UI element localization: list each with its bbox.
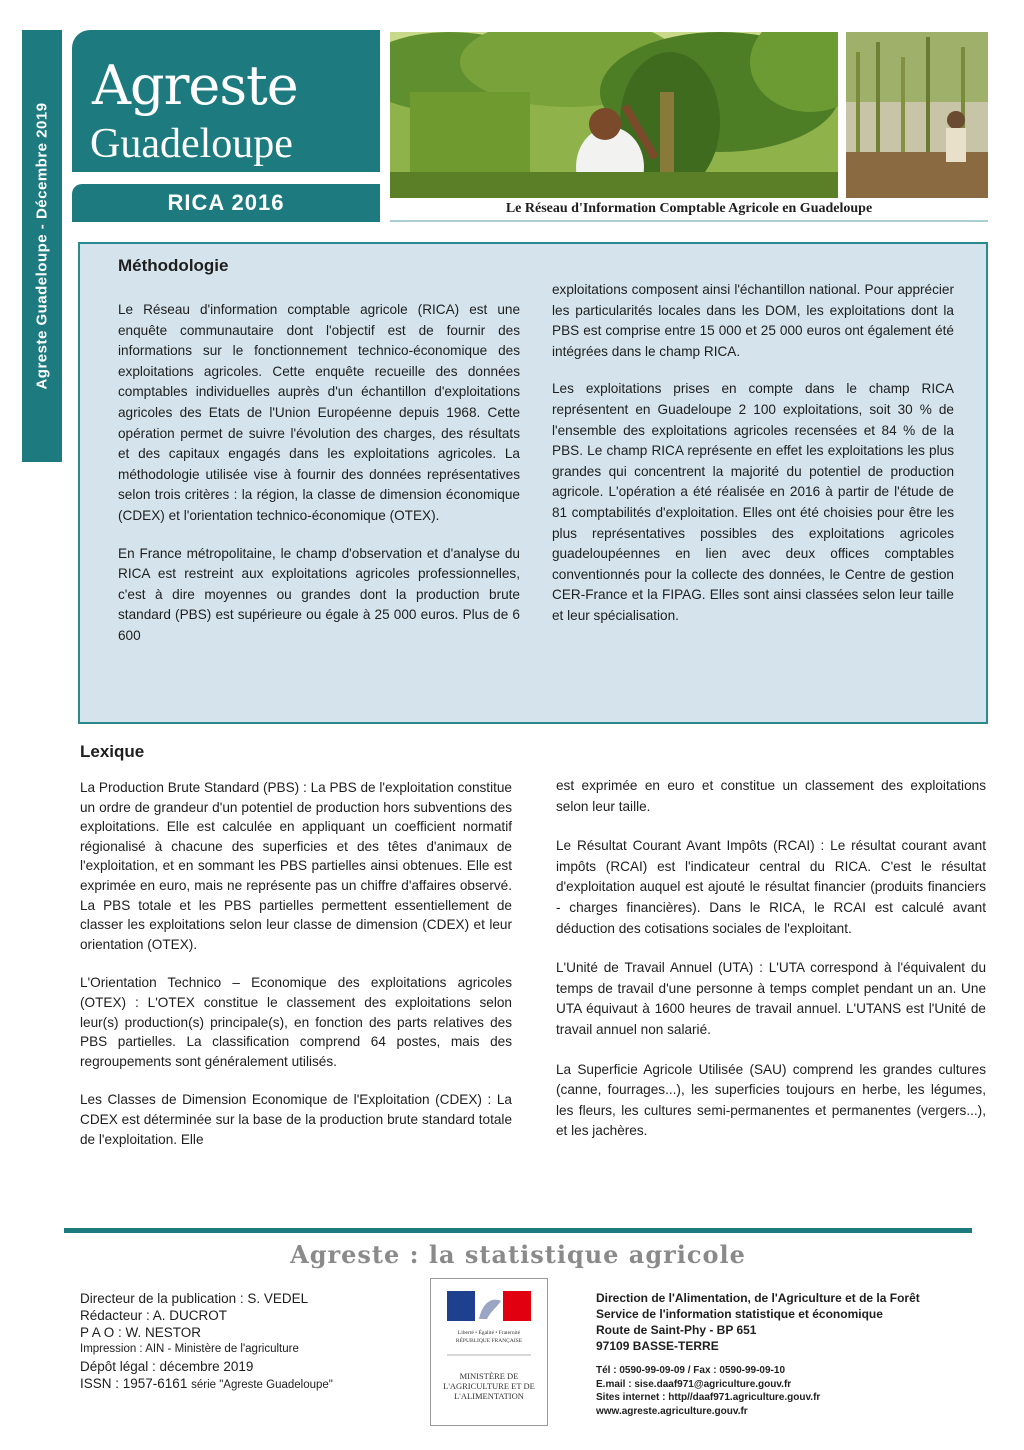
photo-caption: Le Réseau d'Information Comptable Agricole en Guadeloupe bbox=[505, 201, 873, 216]
lexique-entry-cdex: Les Classes de Dimension Economique de l'Exploitation (CDEX) : La CDEX est déterminée sur la base de la production brute standard totale de l'exploitation. Elle bbox=[80, 1092, 512, 1147]
rica-badge: RICA 2016 bbox=[72, 184, 380, 222]
credit-pao: P A O : W. NESTOR bbox=[80, 1325, 202, 1340]
lexique-entry-cdex-cont: est exprimée en euro et constitue un classement des exploitations selon leur taille. bbox=[556, 778, 986, 814]
methodology-right-column bbox=[552, 280, 954, 644]
lexique-right-column bbox=[556, 776, 986, 1161]
logo-guadeloupe: Guadeloupe bbox=[90, 121, 293, 167]
republic-motto: Liberté • Égalité • Fraternité bbox=[457, 1330, 521, 1336]
lexique-entry-sau: La Superficie Agricole Utilisée (SAU) comprend les grandes cultures (canne, fourrages...), les superficies toujours en herbe, les légumes, les fleurs, les cultures semi-permanentes et permanentes (vergers...), et les jachères. bbox=[556, 1061, 986, 1139]
address-line: Route de Saint-Phy - BP 651 bbox=[596, 1323, 757, 1337]
issn-number: ISSN : 1957-6161 bbox=[80, 1376, 188, 1391]
publisher-address bbox=[596, 1290, 996, 1418]
contact-website: www.agreste.agriculture.gouv.fr bbox=[596, 1405, 748, 1417]
logo-agreste: Agreste bbox=[92, 54, 298, 117]
footer-slogan: Agreste : la statistique agricole bbox=[290, 1240, 746, 1269]
contact-phone: Tél : 0590-99-09-09 / Fax : 0590-99-09-10 bbox=[596, 1365, 785, 1376]
banana-plantation-photo bbox=[390, 32, 838, 198]
contact-block bbox=[596, 1364, 996, 1418]
ministry-name: MINISTÈRE DE L'AGRICULTURE ET DE L'ALIMENTATION bbox=[443, 1371, 535, 1401]
lexique-title: Lexique bbox=[80, 742, 145, 761]
caption-divider bbox=[390, 220, 988, 222]
methodology-left-column bbox=[118, 300, 520, 664]
lexique-entry-pbs: La Production Brute Standard (PBS) : La PBS de l'exploitation constitue un ordre de grandeur d'un potentiel de production hors subventions des exploitations. Elle est calculée en appliquant un coefficient normatif régionalisé à chacune des superficies et des têtes d'animaux de l'exploitation, et en sommant les PBS partielles ainsi obtenues. Elle est exprimée en euro, mais ne représente pas un chiffre d'affaires observé. La PBS totale et les PBS partielles permettent essentiellement de classer les exploitations selon leur classe de dimension (CDEX) et leur orientation (OTEX). bbox=[80, 780, 512, 952]
methodology-title: Méthodologie bbox=[118, 256, 229, 275]
methodology-paragraph: Les exploitations prises en compte dans le champ RICA représentent en Guadeloupe 2 100 exploitations, soit 30 % de l'ensemble des exploitations agricoles recensées et 84 % de la PBS. Le champ RICA représente en effet les exploitations les plus grandes qui concentrent la majorité du potentiel de production agricole. L'opération a été réalisée en 2016 à partir de l'étude de 81 comptabilités d'exploitation. Elles ont été choisies pour être les plus représentatives possibles des exploitations agricoles guadeloupéennes en lien avec deux offices comptables conventionnés pour la collecte des données, le Centre de gestion CER-France et la FIPAG. Elles sont ainsi classées selon leur taille et leur spécialisation. bbox=[552, 381, 954, 623]
lexique-entry-otex: L'Orientation Technico – Economique des exploitations agricoles (OTEX) : L'OTEX constitue le classement des exploitations selon leur(s) production(s) principale(s), en fonction des parts relatives des PBS partielles. La classification comprend 64 postes, mais des regroupements sont généralement utilisés. bbox=[80, 975, 512, 1069]
ministry-logo bbox=[430, 1278, 548, 1426]
credit-print: Impression : AIN - Ministère de l'agriculture bbox=[80, 1343, 299, 1355]
lexique-entry-uta: L'Unité de Travail Annuel (UTA) : L'UTA correspond à l'équivalent du temps de travail d'une personne à temps complet pendant un an. Une UTA équivaut à 1600 heures de travail annuel. L'UTANS est l'Unité de travail annuel non salarié. bbox=[556, 960, 986, 1037]
lexique-entry-rcai: Le Résultat Courant Avant Impôts (RCAI) : Le résultat courant avant impôts (RCAI) est l'indicateur central du RICA. C'est le résultat d'exploitation auquel est ajouté le résultat financier (produits financiers - charges financières). Dans le RICA, le RCAI est calculé avant déduction des cotisations sociales de l'exploitant. bbox=[556, 838, 986, 936]
credit-issn bbox=[80, 1375, 410, 1394]
credit-legal: Dépôt légal : décembre 2019 bbox=[80, 1359, 254, 1374]
side-band-text: Agreste Guadeloupe - Décembre 2019 bbox=[33, 102, 51, 390]
methodology-paragraph: exploitations composent ainsi l'échantillon national. Pour apprécier les particularités locales dans les DOM, les exploitations dont la PBS est comprise entre 15 000 et 25 000 euros ont également été intégrées dans le champ RICA. bbox=[552, 282, 954, 359]
marianne-emblem-icon bbox=[431, 1279, 547, 1369]
methodology-paragraph: Le Réseau d'information comptable agricole (RICA) est une enquête communautaire dont l'objectif est de fournir des informations sur le fonctionnement technico-économique des exploitations agricoles. Cette enquête recueille des données comptables individuelles auprès d'un échantillon d'exploitations agricoles des Etats de l'Union Européenne depuis 1968. Cette opération permet de suivre l'évolution des charges, des résultats et des capitaux engagés dans les exploitations agricoles. La méthodologie utilisée vise à fournir des données représentatives selon trois critères : la région, la classe de dimension économique (CDEX) et l'orientation technico-économique (OTEX). bbox=[118, 302, 520, 523]
contact-email: E.mail : sise.daaf971@agriculture.gouv.fr bbox=[596, 1378, 792, 1390]
lexique-left-column bbox=[80, 778, 512, 1168]
sugarcane-field-photo bbox=[846, 32, 988, 198]
methodology-box bbox=[78, 242, 988, 724]
address-line: Service de l'information statistique et économique bbox=[596, 1307, 883, 1321]
issn-series: série "Agreste Guadeloupe" bbox=[191, 1379, 333, 1391]
address-line: Direction de l'Alimentation, de l'Agriculture et de la Forêt bbox=[596, 1291, 920, 1305]
publication-credits bbox=[80, 1290, 410, 1394]
republic-name: RÉPUBLIQUE FRANÇAISE bbox=[455, 1338, 523, 1344]
credit-editor: Rédacteur : A. DUCROT bbox=[80, 1308, 228, 1323]
methodology-paragraph: En France métropolitaine, le champ d'observation et d'analyse du RICA est restreint aux exploitations agricoles professionnelles, c'est à dire moyennes ou grandes dont la production brute standard (PBS) est supérieure ou égale à 25 000 euros. Plus de 6 600 bbox=[118, 545, 520, 643]
credit-director: Directeur de la publication : S. VEDEL bbox=[80, 1291, 309, 1306]
footer-divider bbox=[64, 1228, 972, 1233]
contact-intranet: Sites internet : http//daaf971.agriculture.gouv.fr bbox=[596, 1392, 821, 1403]
agreste-logo bbox=[72, 30, 380, 172]
side-band bbox=[22, 30, 62, 462]
address-line: 97109 BASSE-TERRE bbox=[596, 1339, 719, 1353]
